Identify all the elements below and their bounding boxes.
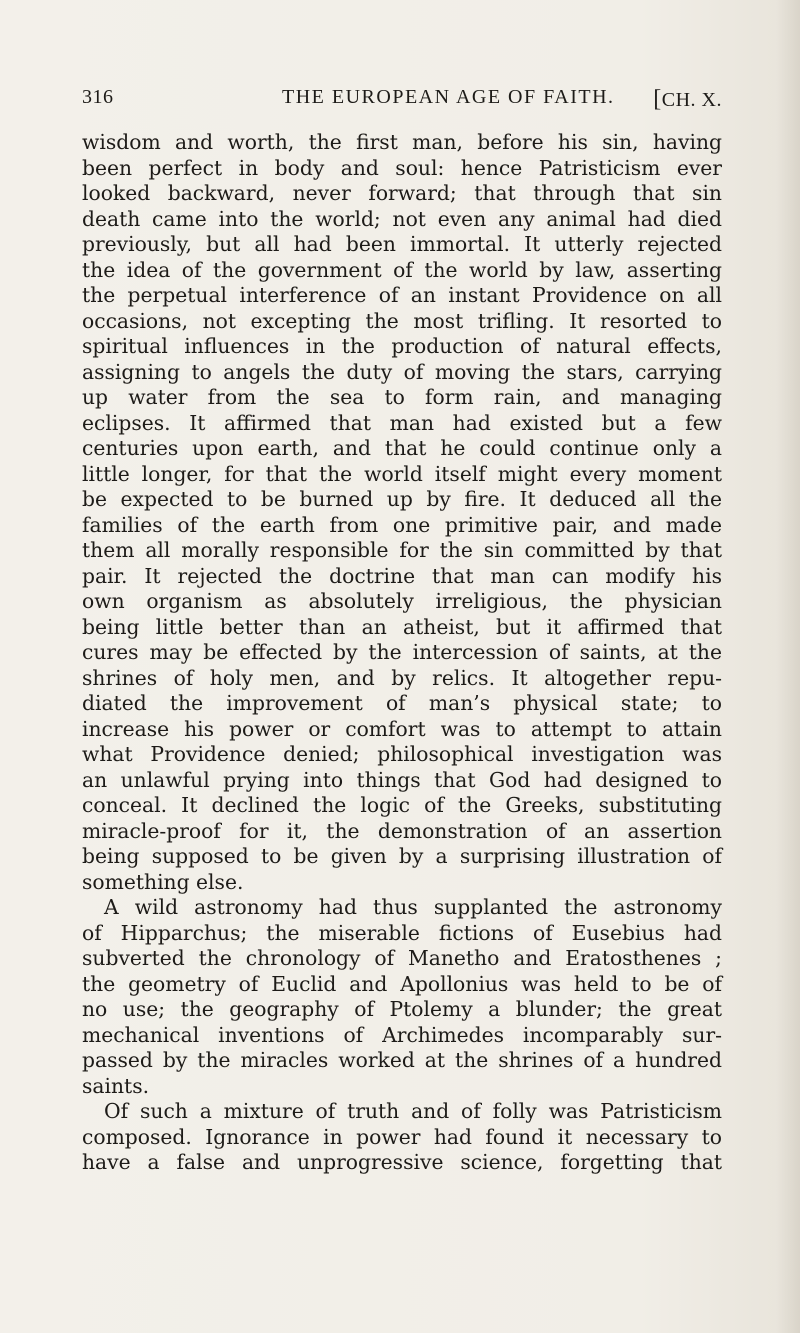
text-line: shrines of holy men, and by relics. It altogether repu- xyxy=(82,665,722,690)
text-line: been perfect in body and soul: hence Patristicism ever xyxy=(82,155,722,180)
text-line: occasions, not excepting the most trifling. It resorted to xyxy=(82,308,722,333)
running-head xyxy=(82,86,722,116)
text-line: own organism as absolutely irreligious, the physician xyxy=(82,589,722,613)
text-line: an unlawful prying into things that God had designed to xyxy=(82,767,722,792)
text-line: previously, but all had been immortal. It utterly rejected xyxy=(82,232,722,256)
text-line: of Hipparchus; the miserable fictions of Eusebius had xyxy=(82,920,722,945)
text-line: centuries upon earth, and that he could continue only a xyxy=(82,436,722,460)
text-line: passed by the miracles worked at the shrines of a hundred xyxy=(82,1048,722,1072)
text-line: conceal. It declined the logic of the Greeks, substituting xyxy=(82,793,722,817)
text-line: have a false and unprogressive science, forgetting that xyxy=(82,1150,722,1174)
text-line: composed. Ignorance in power had found it necessary to xyxy=(82,1124,722,1149)
chapter-marker: [ CH. X. xyxy=(653,86,722,113)
text-line: assigning to angels the duty of moving the stars, carrying xyxy=(82,359,722,384)
text-line: eclipses. It affirmed that man had existed but a few xyxy=(82,410,722,435)
text-line: them all morally responsible for the sin committed by that xyxy=(82,538,722,562)
text-line: up water from the sea to form rain, and managing xyxy=(82,385,722,409)
text-line: the idea of the government of the world by law, asserting xyxy=(82,257,722,282)
text-line: no use; the geography of Ptolemy a blunder; the great xyxy=(82,997,722,1021)
text-line: saints. xyxy=(82,1073,150,1098)
text-line: Of such a mixture of truth and of folly was Patristicism xyxy=(104,1099,722,1123)
text-line: be expected to be burned up by fire. It deduced all the xyxy=(82,487,722,511)
text-line: being supposed to be given by a surprising illustration of xyxy=(82,844,722,868)
text-line: families of the earth from one primitive pair, and made xyxy=(82,512,722,537)
text-line: something else. xyxy=(82,869,244,894)
page-number: 316 xyxy=(82,86,114,108)
text-line: what Providence denied; philosophical investigation was xyxy=(82,742,722,766)
text-line: pair. It rejected the doctrine that man can modify his xyxy=(82,563,722,588)
text-line: diated the improvement of man’s physical state; to xyxy=(82,691,722,715)
text-line: little longer, for that the world itself might every moment xyxy=(82,461,722,486)
text-line: the geometry of Euclid and Apollonius was held to be of xyxy=(82,971,722,996)
text-line: subverted the chronology of Manetho and Eratosthenes ; xyxy=(82,946,722,970)
text-line: cures may be effected by the intercession of saints, at the xyxy=(82,640,722,664)
text-line: death came into the world; not even any animal had died xyxy=(82,206,722,231)
text-line: mechanical inventions of Archimedes incomparably sur- xyxy=(82,1022,722,1047)
text-line: being little better than an atheist, but it affirmed that xyxy=(82,614,722,639)
text-line: miracle-proof for it, the demonstration of an assertion xyxy=(82,818,722,843)
text-line: A wild astronomy had thus supplanted the astronomy xyxy=(104,895,722,919)
running-title: THE EUROPEAN AGE OF FAITH. xyxy=(282,86,615,108)
text-line: increase his power or comfort was to attempt to attain xyxy=(82,716,722,741)
text-line: spiritual influences in the production of natural effects, xyxy=(82,334,722,358)
body-text xyxy=(82,130,722,1176)
text-line: wisdom and worth, the first man, before his sin, having xyxy=(82,130,722,154)
text-line: looked backward, never forward; that through that sin xyxy=(82,181,722,205)
text-line: the perpetual interference of an instant Providence on all xyxy=(82,283,722,307)
